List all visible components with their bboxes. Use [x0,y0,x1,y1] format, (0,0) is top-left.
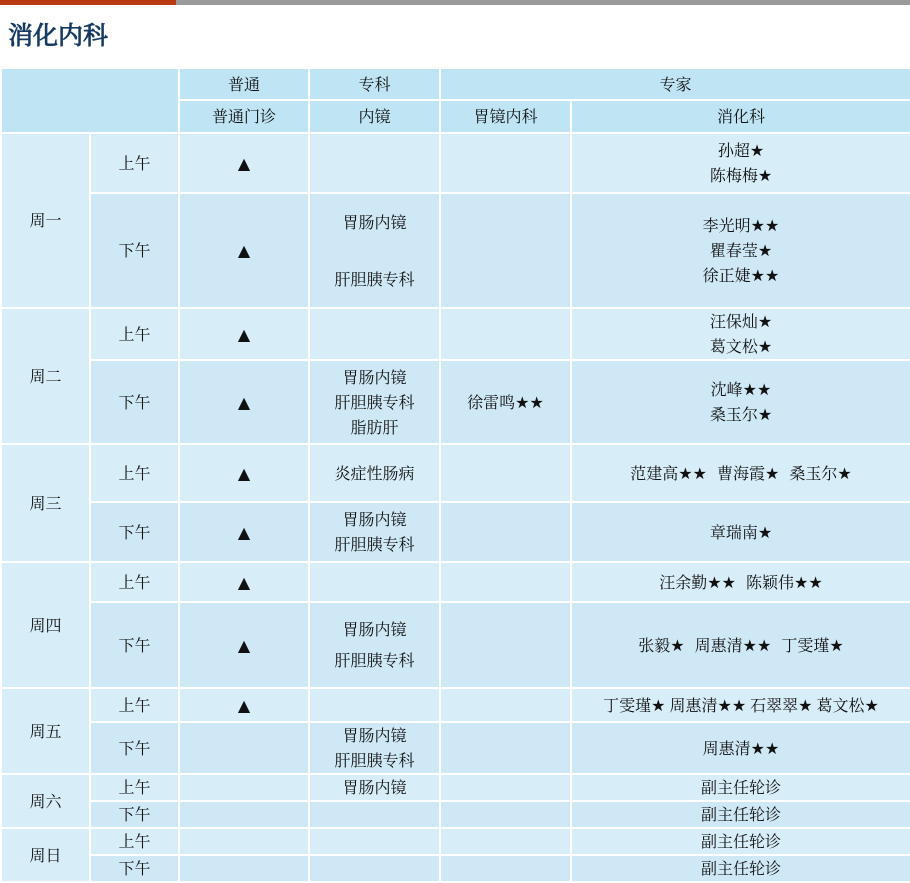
general-mark: ▲ [179,360,309,444]
specialty-cell-item: 胃肠内镜 [342,726,407,745]
expert-cell-item: 葛文松★ [709,337,773,356]
schedule-row [1,444,910,502]
schedule-row [1,360,910,444]
period-cell: 下午 [90,722,179,774]
general-mark: ▲ [179,308,309,360]
day-cell: 周五 [1,688,90,774]
specialty-cell [309,193,440,308]
general-mark: ▲ [179,444,309,502]
expert-cell-item: 桑玉尔★ [789,463,852,483]
specialty-cell-item: 肝胆胰专科 [334,751,415,770]
schedule-row [1,193,910,308]
expert-cell-item: 丁雯瑾★ [603,695,666,715]
header-col-gastroscopy: 胃镜内科 [440,100,571,133]
expert-cell [571,562,910,602]
expert-cell-item: 范建高★★ [630,463,707,483]
expert-cell-item: 副主任轮诊 [701,832,782,851]
specialty-cell [309,855,440,882]
expert-cell-item: 副主任轮诊 [701,805,782,824]
schedule-row [1,855,910,882]
day-cell: 周四 [1,562,90,688]
gastroscopy-cell [440,774,571,801]
schedule-table [0,67,910,883]
specialty-cell [309,308,440,360]
period-cell: 上午 [90,308,179,360]
specialty-cell-item: 胃肠内镜 [342,510,407,529]
expert-cell-item: 张毅★ [638,635,685,655]
schedule-row [1,722,910,774]
expert-cell-item: 沈峰★★ [710,380,772,399]
gastroscopy-cell [440,828,571,855]
day-cell: 周日 [1,828,90,882]
header-group-expert: 专家 [440,68,910,100]
general-mark: ▲ [179,193,309,308]
specialty-cell [309,444,440,502]
gastroscopy-cell [440,562,571,602]
general-mark: ▲ [179,688,309,722]
header-col-endoscopy: 内镜 [309,100,440,133]
header-group-general: 普通 [179,68,309,100]
header-row-groups [1,68,910,100]
expert-cell-item: 周惠清★★ [694,635,772,655]
schedule-row [1,308,910,360]
expert-cell-item: 瞿春莹★ [709,241,773,260]
specialty-cell-item: 胃肠内镜 [342,212,407,232]
expert-cell [571,722,910,774]
general-mark: ▲ [179,133,309,193]
gastroscopy-cell [440,688,571,722]
schedule-row [1,133,910,193]
gastroscopy-cell-item: 徐雷鸣★★ [467,392,544,412]
period-cell: 下午 [90,502,179,562]
expert-cell [571,801,910,828]
specialty-cell [309,688,440,722]
expert-cell-item: 周惠清★★ [702,738,780,758]
specialty-cell-item: 胃肠内镜 [342,367,407,387]
gastroscopy-cell [440,133,571,193]
expert-cell-item: 周惠清★★ [669,695,747,715]
specialty-cell-item: 肝胆胰专科 [334,269,415,289]
period-cell: 上午 [90,133,179,193]
expert-cell-item: 葛文松★ [816,695,879,715]
expert-cell-item: 石翠翠★ [750,695,813,715]
specialty-cell [309,774,440,801]
general-mark [179,855,309,882]
header-col-general-clinic: 普通门诊 [179,100,309,133]
day-cell: 周二 [1,308,90,444]
gastroscopy-cell [440,444,571,502]
expert-cell [571,308,910,360]
expert-cell-item: 陈颖伟★★ [746,572,823,592]
schedule-row [1,562,910,602]
expert-cell-item: 汪保灿★ [709,312,773,331]
specialty-cell [309,360,440,444]
gastroscopy-cell [440,502,571,562]
header-group-specialty: 专科 [309,68,440,100]
specialty-cell [309,828,440,855]
specialty-cell-item: 炎症性肠病 [334,463,415,483]
general-mark [179,722,309,774]
expert-cell-item: 章瑞南★ [709,522,773,542]
gastroscopy-cell [440,602,571,688]
general-mark: ▲ [179,502,309,562]
day-cell: 周一 [1,133,90,308]
schedule-row [1,688,910,722]
general-mark [179,801,309,828]
general-mark [179,774,309,801]
general-mark [179,828,309,855]
expert-cell-item: 曹海霞★ [717,463,780,483]
specialty-cell-item: 肝胆胰专科 [334,392,415,412]
specialty-cell-item: 胃肠内镜 [342,620,407,639]
header-col-gastro: 消化科 [571,100,910,133]
specialty-cell-item: 肝胆胰专科 [334,535,415,554]
day-cell: 周三 [1,444,90,562]
period-cell: 下午 [90,602,179,688]
period-cell: 上午 [90,774,179,801]
gastroscopy-cell [440,801,571,828]
day-cell: 周六 [1,774,90,828]
expert-cell-item: 桑玉尔★ [709,405,773,424]
expert-cell-item: 陈梅梅★ [709,166,773,185]
expert-cell [571,133,910,193]
expert-cell [571,855,910,882]
gastroscopy-cell [440,855,571,882]
period-cell: 下午 [90,801,179,828]
expert-cell-item: 孙超★ [717,141,765,160]
expert-cell [571,688,910,722]
top-divider [0,0,910,5]
expert-cell [571,193,910,308]
period-cell: 下午 [90,193,179,308]
period-cell: 上午 [90,444,179,502]
schedule-row [1,801,910,828]
period-cell: 下午 [90,360,179,444]
schedule-row [1,774,910,801]
gastroscopy-cell [440,193,571,308]
top-accent-bar [0,0,176,5]
general-mark: ▲ [179,562,309,602]
gastroscopy-cell [440,360,571,444]
page-title: 消化内科 [8,21,109,50]
period-cell: 下午 [90,855,179,882]
expert-cell [571,774,910,801]
general-mark: ▲ [179,602,309,688]
specialty-cell-item: 肝胆胰专科 [334,651,415,670]
expert-cell [571,360,910,444]
specialty-cell-item: 胃肠内镜 [342,778,407,797]
schedule-row [1,502,910,562]
period-cell: 上午 [90,828,179,855]
gastroscopy-cell [440,722,571,774]
gastroscopy-cell [440,308,571,360]
specialty-cell-item: 脂肪肝 [350,417,399,437]
header-corner [1,68,179,133]
expert-cell-item: 徐正婕★★ [702,266,780,285]
specialty-cell [309,801,440,828]
specialty-cell [309,133,440,193]
schedule-row [1,828,910,855]
expert-cell-item: 副主任轮诊 [701,859,782,878]
expert-cell-item: 汪余勤★★ [659,572,736,592]
specialty-cell [309,562,440,602]
expert-cell-item: 副主任轮诊 [701,778,782,797]
schedule-row [1,602,910,688]
expert-cell [571,502,910,562]
period-cell: 上午 [90,688,179,722]
expert-cell-item: 李光明★★ [702,216,780,235]
expert-cell [571,444,910,502]
expert-cell [571,602,910,688]
period-cell: 上午 [90,562,179,602]
expert-cell [571,828,910,855]
specialty-cell [309,722,440,774]
specialty-cell [309,502,440,562]
specialty-cell [309,602,440,688]
expert-cell-item: 丁雯瑾★ [781,635,844,655]
